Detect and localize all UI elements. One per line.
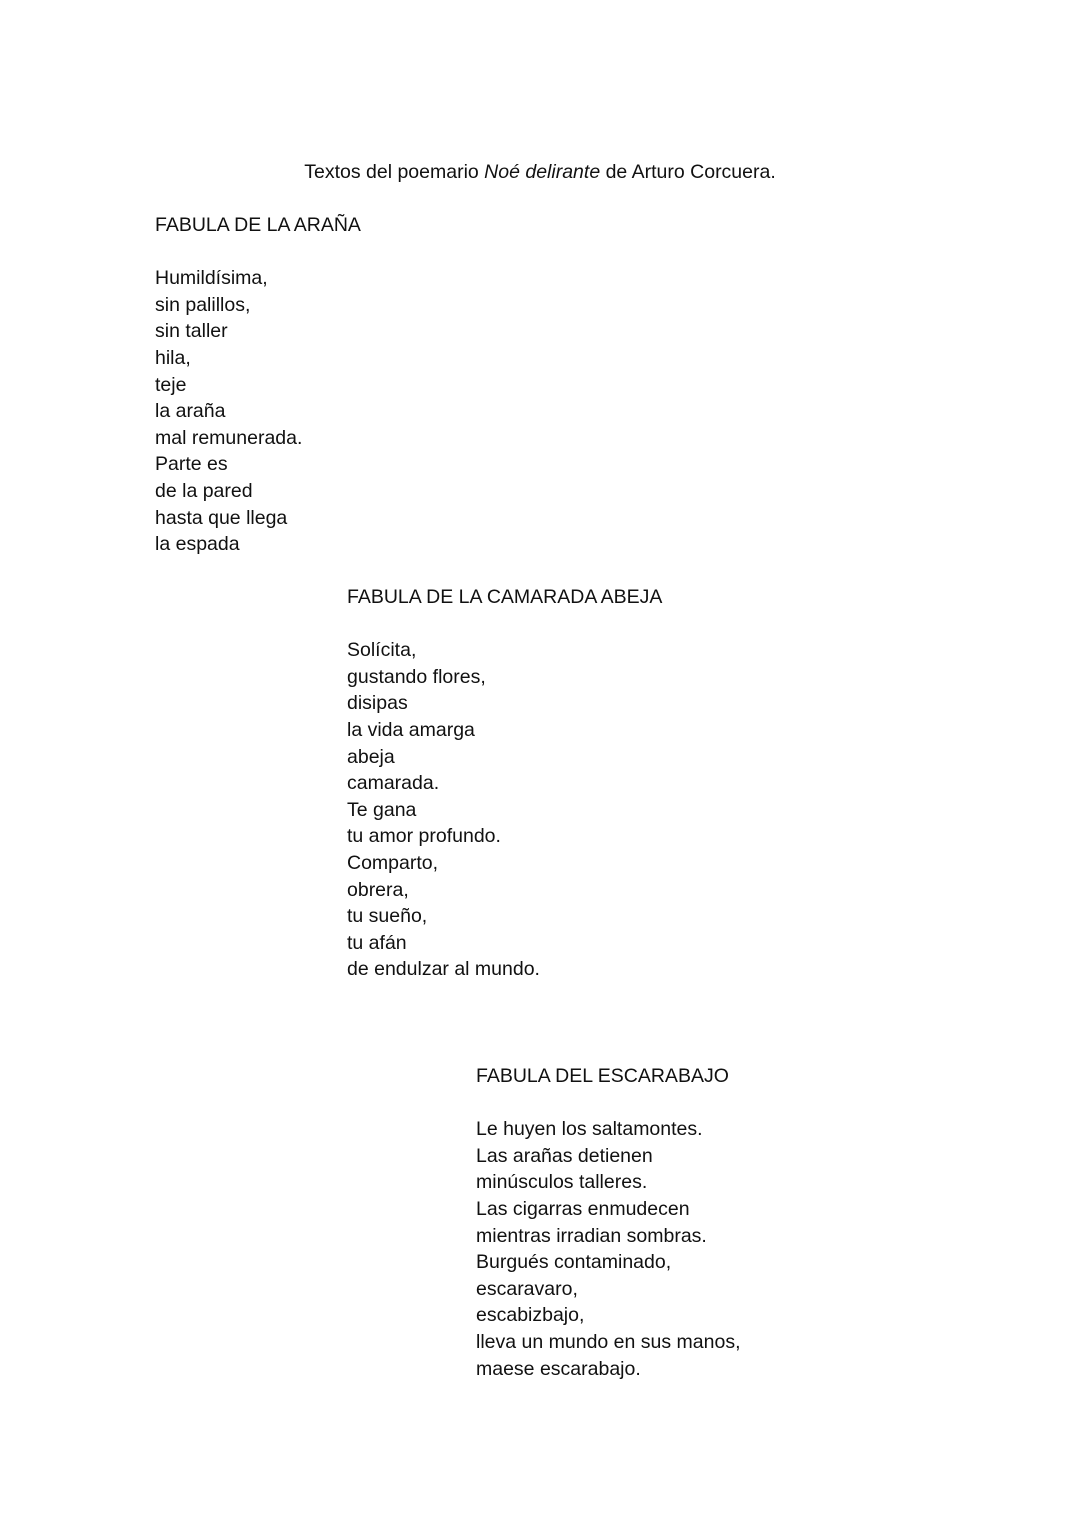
- poem-line: hasta que llega: [155, 506, 288, 529]
- poem-line: escabizbajo,: [476, 1304, 585, 1327]
- poem-line: obrera,: [347, 878, 409, 901]
- poem-line: Las cigarras enmudecen: [476, 1197, 690, 1220]
- poem-line: Burgués contaminado,: [476, 1251, 672, 1274]
- poem-line: hila,: [155, 346, 191, 369]
- book-title: Noé delirante: [484, 161, 601, 183]
- document-title: [0, 159, 1080, 185]
- poem-line: minúsculos talleres.: [476, 1171, 648, 1194]
- poem-fabula-de-la-camarada-abeja: [347, 584, 662, 983]
- poem-heading: FABULA DE LA CAMARADA ABEJA: [347, 586, 663, 608]
- poem-heading: FABULA DEL ESCARABAJO: [476, 1065, 729, 1087]
- poem-line: de endulzar al mundo.: [347, 958, 540, 981]
- poem-line: mientras irradian sombras.: [476, 1224, 707, 1247]
- poem-line: Las arañas detienen: [476, 1144, 653, 1167]
- poem-lines: [347, 637, 662, 983]
- poem-lines: [155, 265, 361, 558]
- poem-line: mal remunerada.: [155, 426, 303, 449]
- poem-line: sin taller: [155, 320, 228, 343]
- poem-line: la vida amarga: [347, 718, 475, 741]
- poem-line: la espada: [155, 533, 240, 556]
- poem-line: Humildísima,: [155, 267, 268, 290]
- title-suffix: de Arturo Corcuera.: [600, 161, 776, 183]
- title-prefix: Textos del poemario: [304, 161, 485, 183]
- poem-lines: [476, 1116, 741, 1382]
- poem-line: Comparto,: [347, 851, 439, 874]
- poem-line: la araña: [155, 400, 226, 423]
- poem-line: abeja: [347, 745, 395, 768]
- poem-line: de la pared: [155, 479, 253, 502]
- poem-line: gustando flores,: [347, 665, 486, 688]
- poem-line: tu sueño,: [347, 905, 428, 928]
- poem-line: Solícita,: [347, 639, 417, 662]
- poem-line: tu afán: [347, 931, 407, 954]
- poem-line: escaravaro,: [476, 1277, 578, 1300]
- poem-line: sin palillos,: [155, 293, 251, 316]
- poem-line: maese escarabajo.: [476, 1357, 641, 1380]
- poem-line: lleva un mundo en sus manos,: [476, 1330, 741, 1353]
- poem-heading: FABULA DE LA ARAÑA: [155, 214, 361, 236]
- poem-line: disipas: [347, 692, 408, 715]
- poem-line: Parte es: [155, 453, 228, 476]
- poem-fabula-de-la-arana: [155, 212, 361, 558]
- poem-line: tu amor profundo.: [347, 825, 501, 848]
- poem-line: teje: [155, 373, 187, 396]
- poem-fabula-del-escarabajo: [476, 1063, 741, 1382]
- poem-line: Te gana: [347, 798, 417, 821]
- poem-line: camarada.: [347, 772, 440, 795]
- poem-line: Le huyen los saltamontes.: [476, 1118, 703, 1141]
